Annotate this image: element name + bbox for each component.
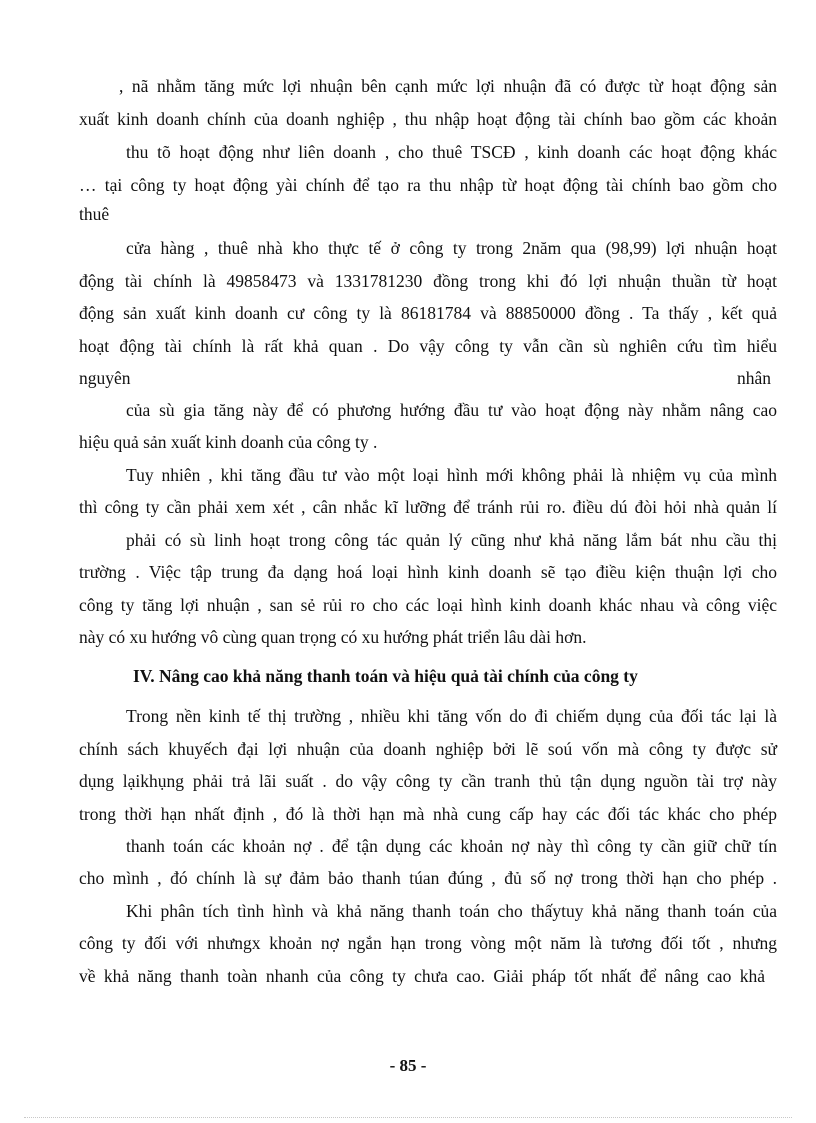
text-line: xuất kinh doanh chính của doanh nghiệp , thu nhập hoạt động tài chính bao gồm các khoản [79,109,777,129]
text-line: động tài chính là 49858473 và 1331781230 đồng trong khi đó lợi nhuận thuần từ hoạt [79,271,777,291]
text-line: về khả năng thanh toàn nhanh của công ty chưa cao. Giải pháp tốt nhất để nâng cao khả [79,966,765,986]
footer-divider [24,1117,792,1118]
text-line: trong thời hạn nhất định , đó là thời hạn mà nhà cung cấp hay các đối tác khác cho phép [79,804,777,824]
text-line: công ty đối với nhưngx khoản nợ ngắn hạn trong vòng một năm là tương đối tốt , nhưng [79,933,777,953]
text-line: chính sách khuyếch đại lợi nhuận của doanh nghiệp bởi lẽ soú vốn mà công ty được sử [79,739,777,759]
text-line: hoạt động tài chính là rất khả quan . Do vậy công ty vẫn cần sù nghiên cứu tìm hiểu [79,336,777,356]
text-line: cho mình , đó chính là sự đảm bảo thanh túan đúng , đủ số nợ trong thời hạn cho phép . [79,868,777,888]
text-line: thu tõ hoạt động như liên doanh , cho thuê TSCĐ , kinh doanh các hoạt động khác [126,142,777,162]
text-line: Khi phân tích tình hình và khả năng thanh toán cho thấytuy khả năng thanh toán của [126,901,777,921]
text-line: dụng lạikhụng phải trả lãi suất . do vậy công ty cần tranh thủ tận dụng nguồn tài trợ này [79,771,777,791]
text-line: hiệu quả sản xuất kinh doanh của công ty . [79,432,378,452]
text-line: thuê [79,204,110,224]
text-line: … tại công ty hoạt động yài chính để tạo ra thu nhập từ hoạt động tài chính bao gồm cho [79,175,777,195]
text-line: thì công ty cần phải xem xét , cân nhắc kĩ lưỡng để tránh rủi ro. điều dú đòi hỏi nhà quản lí [79,497,777,517]
text-line: Tuy nhiên , khi tăng đầu tư vào một loại hình mới không phải là nhiệm vụ của mình [126,465,777,485]
text-line: này có xu hướng vô cùng quan trọng có xu hướng phát triển lâu dài hơn. [79,627,587,647]
page-number: - 85 - [389,1056,427,1075]
section-heading: IV. Nâng cao khả năng thanh toán và hiệu quả tài chính của công ty [133,666,638,686]
text-line: của sù gia tăng này để có phương hướng đầu tư vào hoạt động này nhằm nâng cao [126,400,777,420]
text-line: nguyên [79,368,131,388]
text-line: cửa hàng , thuê nhà kho thực tế ở công ty trong 2năm qua (98,99) lợi nhuận hoạt [126,238,777,258]
text-line: Trong nền kinh tế thị trường , nhiều khi tăng vốn do đi chiếm dụng của đối tác lại là [126,706,777,726]
text-line: , nã nhằm tăng mức lợi nhuận bên cạnh mức lợi nhuận đã có được từ hoạt động sản [119,76,777,96]
text-line: phải có sù linh hoạt trong công tác quản lý cũng như khả năng lắm bát nhu cầu thị [126,530,777,550]
text-line: nhân [737,368,772,388]
text-line: thanh toán các khoản nợ . để tận dụng các khoản nợ này thì công ty cần giữ chữ tín [126,836,777,856]
text-line: công ty tăng lợi nhuận , san sẻ rủi ro cho các loại hình kinh doanh khác nhau và công việc [79,595,777,615]
text-line: trường . Việc tập trung đa dạng hoá loại hình kinh doanh sẽ tạo điều kiện thuận lợi cho [79,562,777,582]
text-line: động sản xuất kinh doanh cư công ty là 86181784 và 88850000 đồng . Ta thấy , kết quả [79,303,777,323]
